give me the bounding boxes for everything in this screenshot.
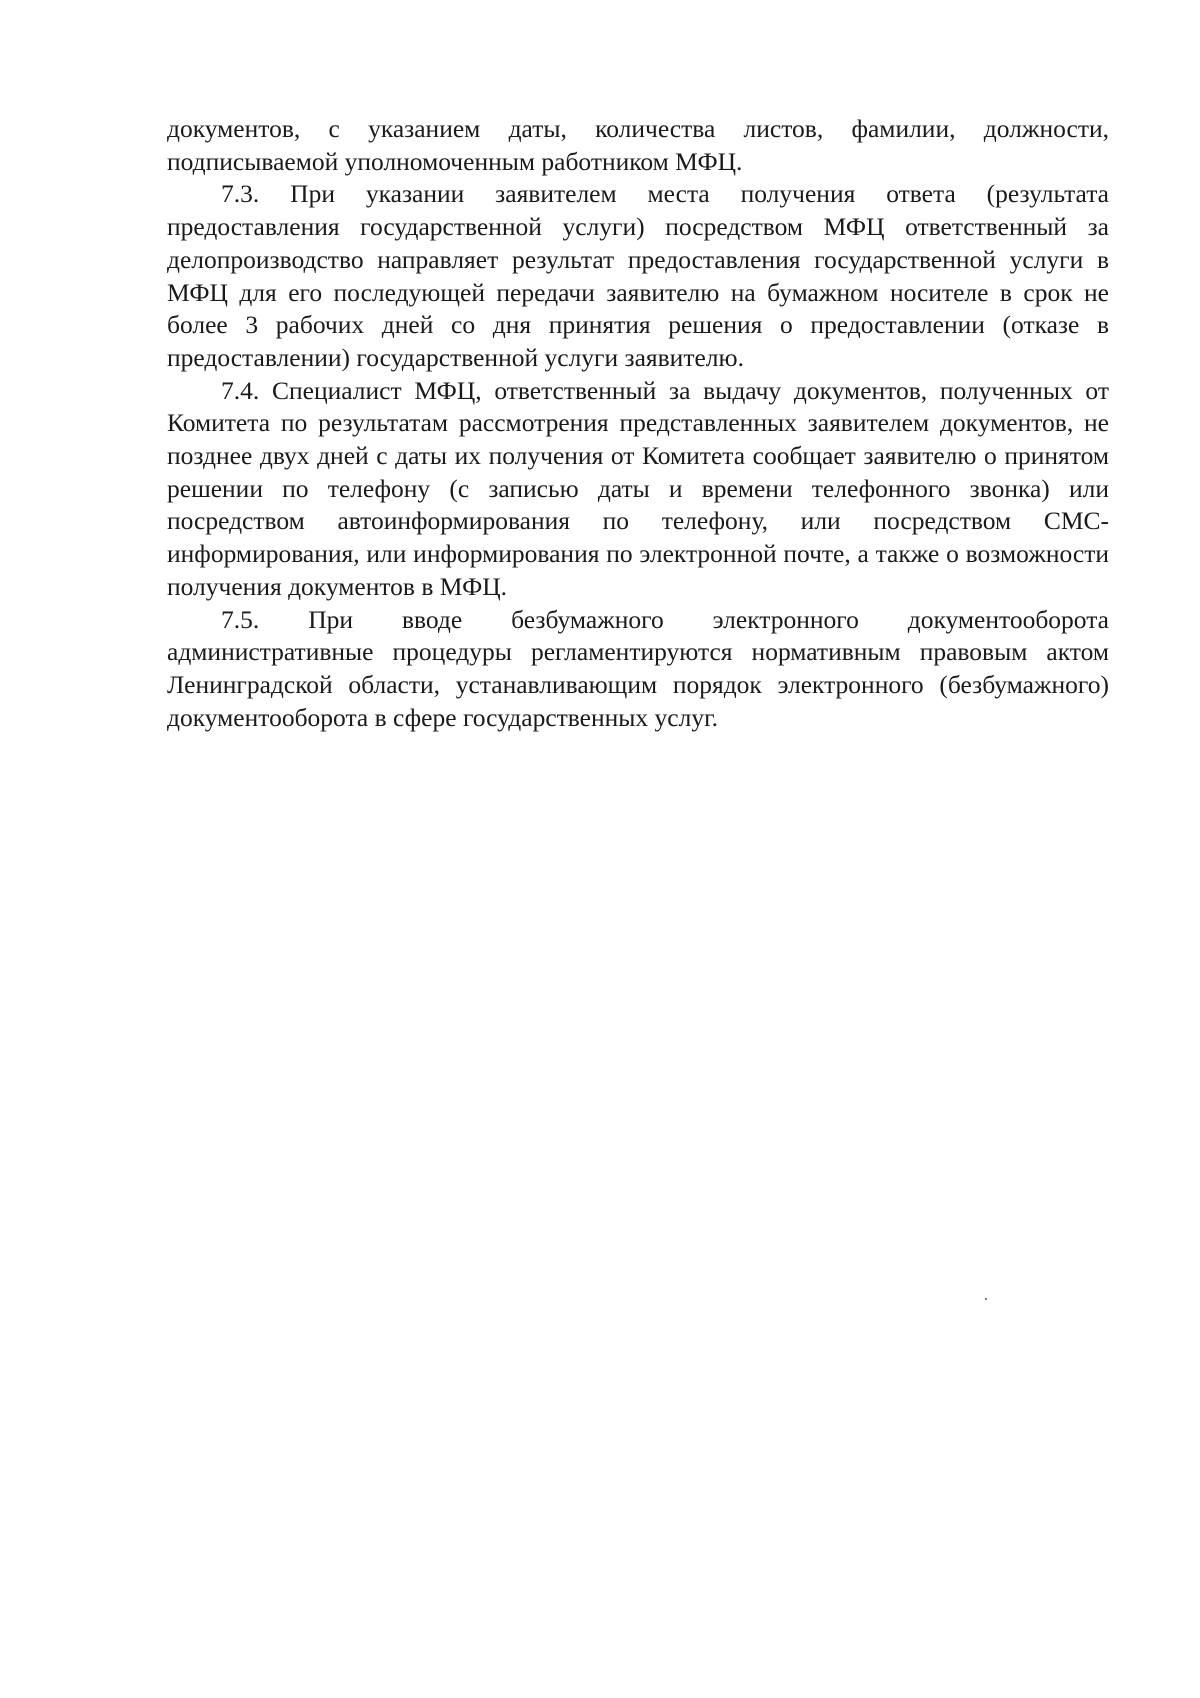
paragraph-7-5: 7.5. При вводе безбумажного электронного документооборота административные процедуры регламентируются нормативным правовым актом Ленинградской области, устанавливающим порядок электронного (безбумажного) документооборота в сфере государственных услуг. bbox=[167, 604, 1109, 732]
paragraph-7-3: 7.3. При указании заявителем места получения ответа (результата предоставления государственной услуги) посредством МФЦ ответственный за делопроизводство направляет результат предоставления государственной услуги в МФЦ для его последующей передачи заявителю на бумажном носителе в срок не более 3 рабочих дней со дня принятия решения о предоставлении (отказе в предоставлении) государственной услуги заявителю. bbox=[167, 179, 1109, 372]
scan-speck bbox=[985, 1298, 987, 1300]
document-body bbox=[167, 113, 1109, 734]
paragraph-continuation: документов, с указанием даты, количества листов, фамилии, должности, подписываемой уполномоченным работником МФЦ. bbox=[167, 114, 1109, 176]
paragraph-7-4: 7.4. Специалист МФЦ, ответственный за выдачу документов, полученных от Комитета по результатам рассмотрения представленных заявителем документов, не позднее двух дней с даты их получения от Комитета сообщает заявителю о принятом решении по телефону (с записью даты и времени телефонного звонка) или посредством автоинформирования по телефону, или посредством СМС-информирования, или информирования по электронной почте, а также о возможности получения документов в МФЦ. bbox=[167, 375, 1109, 601]
